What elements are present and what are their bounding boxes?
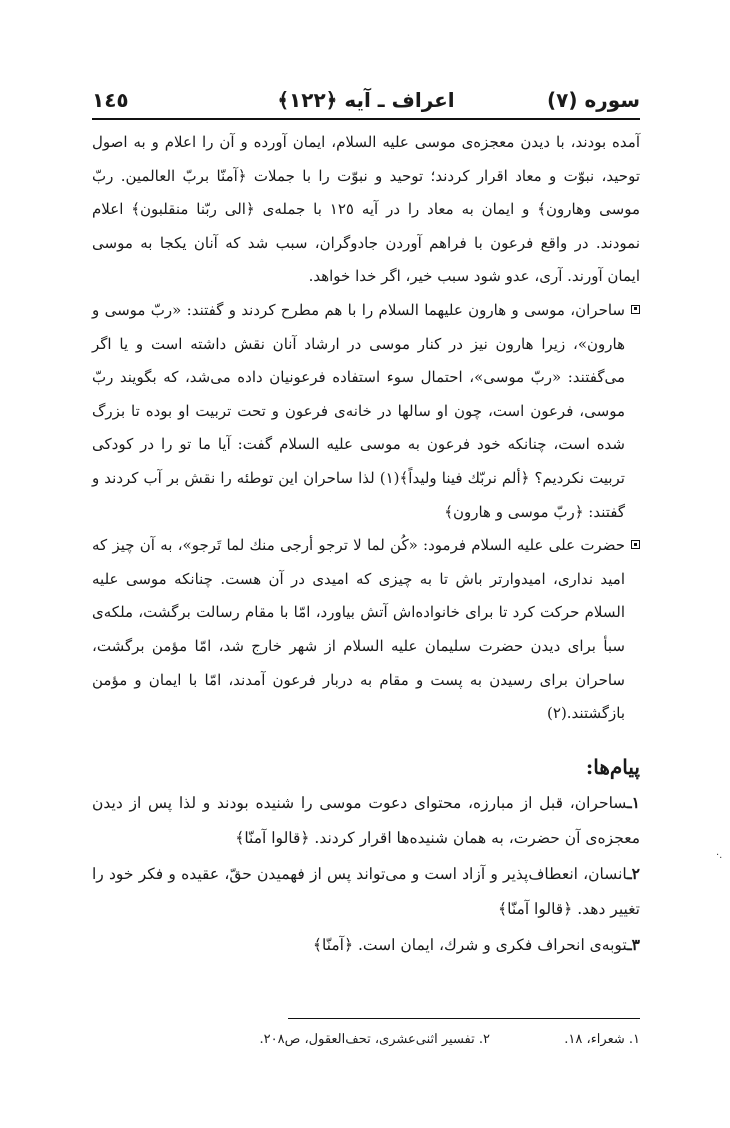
body-text bbox=[92, 126, 640, 963]
intro-paragraph: آمده بودند، با ديدن معجزه‌ى موسى عليه السلام، ايمان آورده و آن را اعلام و به اصول توحيد، نبوّت و معاد اقرار كردند؛ توحيد و نبوّت را با جملات ﴿آمنّا بربّ العالمين. ربّ موسى وهارون﴾ و ايمان به معاد را در آيه ١٢٥ با جمله‌ى ﴿الى ربّنا منقلبون﴾ اعلام نمودند. در واقع فرعون با فراهم آوردن جادوگران، سبب شد كه آنان يكجا به موسى ايمان آورند. آرى، عدو شود سبب خير، اگر خدا خواهد. bbox=[92, 133, 640, 286]
page-header bbox=[92, 84, 640, 118]
message-item bbox=[92, 856, 640, 927]
message-text: ساحران، قبل از مبارزه، محتواى دعوت موسى را شنيده بودند و لذا پس از ديدن معجزه‌ى آن حضرت، به همان شنيده‌ها اقرار كردند. ﴿قالوا آمنّا﴾ bbox=[92, 793, 640, 847]
bullet-item bbox=[92, 294, 640, 529]
bullet-item bbox=[92, 529, 640, 731]
messages-heading: پيام‌ها: bbox=[585, 754, 640, 779]
page-title: اعراف ـ آيه ﴿١٢٢﴾ bbox=[277, 88, 455, 112]
square-bullet-icon bbox=[631, 305, 640, 314]
footnote-1: ١. شعراء، ١٨. bbox=[564, 1032, 640, 1047]
footnote-2: ٢. تفسير اثنى‌عشرى، تحف‌العقول، ص٢٠٨. bbox=[259, 1032, 490, 1047]
surah-label: سوره (٧) bbox=[547, 88, 640, 112]
footnote-rule bbox=[288, 1018, 640, 1019]
square-bullet-icon bbox=[631, 540, 640, 549]
message-number: ٢ـ bbox=[627, 863, 640, 883]
message-text: توبه‌ى انحراف فكرى و شرك، ايمان است. ﴿آمنّا﴾ bbox=[312, 935, 628, 954]
message-number: ٣ـ bbox=[627, 934, 640, 954]
footnotes bbox=[92, 1026, 640, 1056]
message-item bbox=[92, 785, 640, 856]
message-text: انسان، انعطاف‌پذير و آزاد است و مى‌تواند پس از فهميدن حقّ، عقيده و فكر خود را تغيير دهد. ﴿قالوا آمنّا﴾ bbox=[92, 864, 640, 918]
header-rule bbox=[92, 118, 640, 120]
margin-mark: ·. bbox=[716, 850, 723, 861]
bullet-text: ساحران، موسى و هارون عليهما السلام را با هم مطرح كردند و گفتند: «ربّ موسى و هارون»، زيرا هارون نيز در كنار موسى در ارشاد آنان نقش داشته است و يا اگر مى‌گفتند: «ربّ موسى»، احتمال سوء استفاده فرعونيان داده مى‌شد، كه بگويند ربّ موسى، فرعون است، چون او سالها در خانه‌ى فرعون و تحت تربيت او بوده تا بزرگ شده است، چنانكه خود فرعون به موسى عليه السلام گفت: آيا ما تو را در كودكى تربيت نكرديم؟ ﴿ألم نربّك فينا وليداً﴾(١) لذا ساحران اين توطئه را نقش بر آب كردند و گفتند: ﴿ربّ موسى و هارون﴾ bbox=[92, 300, 625, 521]
page-number: ١٤٥ bbox=[92, 88, 129, 112]
message-number: ١ـ bbox=[627, 792, 640, 812]
message-item bbox=[92, 927, 640, 963]
bullet-text: حضرت على عليه السلام فرمود: «كُن لما لا ترجو أرجى منك لما تَرجو»، به آن چيز كه اميد ندارى، اميدوارتر باش تا به چيزى كه اميدى در آن هست. چنانكه موسى عليه السلام حركت كرد تا براى خانواده‌اش آتش بياورد، امّا با مقام رسالت برگشت، ملكه‌ى سبأ براى ديدن حضرت سليمان عليه السلام از شهر خارج شد، امّا مؤمن برگشت، ساحران براى رسيدن به پست و مقام به دربار فرعون آمدند، امّا با ايمان و مؤمن بازگشتند.(٢) bbox=[92, 536, 625, 723]
